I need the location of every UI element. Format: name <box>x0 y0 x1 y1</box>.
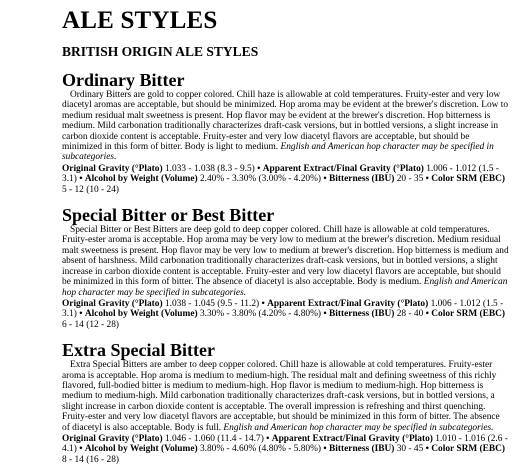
spec-label: Bitterness (IBU) <box>329 174 395 185</box>
spec-value: 3.30% - 3.80% (4.20% - 4.80%) <box>199 309 322 320</box>
spec-label: Color SRM (EBC) <box>431 309 506 320</box>
spec-label: Apparent Extract/Final Gravity (°Plato) <box>262 163 424 174</box>
style-specs: Original Gravity (°Plato) 1.038 - 1.045 (9.5 - 11.2) • Apparent Extract/Final Gravity (°Plato) 1.006 - 1.012 (1.5 - 3.1) • Alcohol by Weight (Volume) 3.30% - 3.80% (4.20% - 4.80%) • Bitterness (IBU) 28 - 40 • Color SRM (EBC) 6 - 14 (12 - 28) <box>62 298 506 330</box>
document-title: ALE STYLES <box>62 7 218 34</box>
spec-label: Bitterness (IBU) <box>329 444 395 455</box>
style-block-special-bitter <box>62 205 509 330</box>
spec-value: 20 - 35 <box>396 174 424 185</box>
spec-label: Color SRM (EBC) <box>431 444 506 455</box>
spec-value: 1.038 - 1.045 (9.5 - 11.2) <box>164 298 260 309</box>
spec-value: 28 - 40 <box>396 309 424 320</box>
description-text: Special Bitter or Best Bitters are deep gold to deep copper colored. Chill haze is allowable at cold temperatures. Fruity-ester aroma is acceptable. Hop aroma may be very low to medium at the brewer's discretion. Medium residual malt sweetness is present. Hop flavor may be very low to medium at brewer's discretion. Hop bitterness is medium and absent of harshness. Mild carbonation traditionally characterizes draft-cask versions, but in bottled versions, a slight increase in carbon dioxide content is acceptable. Fruity-ester and very low diacetyl flavors are acceptable, but should be minimized in this form of bitter. The absence of diacetyl is also acceptable. Body is medium. <box>62 225 509 288</box>
style-block-ordinary-bitter <box>62 70 509 195</box>
description-note: English and American hop character may be specified in subcategories. <box>62 277 508 298</box>
style-block-extra-special-bitter <box>62 340 509 465</box>
spec-value: 5 - 12 (10 - 24) <box>62 184 120 195</box>
spec-label: Original Gravity (°Plato) <box>62 433 163 444</box>
spec-label: Apparent Extract/Final Gravity (°Plato) <box>267 298 429 309</box>
spec-value: 1.006 - 1.012 (1.5 - 3.1) <box>62 163 499 185</box>
spec-label: Color SRM (EBC) <box>431 174 506 185</box>
spec-value: 1.046 - 1.060 (11.4 - 14.7) <box>164 433 264 444</box>
style-specs: Original Gravity (°Plato) 1.033 - 1.038 (8.3 - 9.5) • Apparent Extract/Final Gravity (°Plato) 1.006 - 1.012 (1.5 - 3.1) • Alcohol by Weight (Volume) 2.40% - 3.30% (3.00% - 4.20%) • Bitterness (IBU) 20 - 35 • Color SRM (EBC) 5 - 12 (10 - 24) <box>62 163 506 195</box>
spec-value: 3.80% - 4.60% (4.80% - 5.80%) <box>199 444 322 455</box>
spec-label: Alcohol by Weight (Volume) <box>84 444 198 455</box>
description-text: Ordinary Bitters are gold to copper colored. Chill haze is allowable at cold temperatures. Fruity-ester and very low diacetyl aromas are acceptable, but should be minimized. Hop aroma may be evident at the brewer's discretion. Low to medium residual malt sweetness is present. Hop flavor may be evident at the brewer's discretion. Hop bitterness is medium. Mild carbonation traditionally characterizes draft-cask versions, but in bottled versions, a slight increase in carbon dioxide content is acceptable. Fruity-ester and very low diacetyl flavors are acceptable, but should be minimized in this form of bitter. Body is light to medium. <box>62 90 509 153</box>
spec-value: 1.010 - 1.016 (2.6 - 4.1) <box>62 433 508 455</box>
spec-label: Bitterness (IBU) <box>329 309 395 320</box>
spec-value: 6 - 14 (12 - 28) <box>62 319 120 330</box>
section-title: BRITISH ORIGIN ALE STYLES <box>62 44 259 59</box>
spec-value: 30 - 45 <box>396 444 424 455</box>
style-specs: Original Gravity (°Plato) 1.046 - 1.060 (11.4 - 14.7) • Apparent Extract/Final Gravity (°Plato) 1.010 - 1.016 (2.6 - 4.1) • Alcohol by Weight (Volume) 3.80% - 4.60% (4.80% - 5.80%) • Bitterness (IBU) 30 - 45 • Color SRM (EBC) 8 - 14 (16 - 28) <box>62 433 508 465</box>
spec-value: 1.006 - 1.012 (1.5 - 3.1) <box>62 298 504 320</box>
spec-label: Apparent Extract/Final Gravity (°Plato) <box>271 433 433 444</box>
spec-label: Original Gravity (°Plato) <box>62 298 163 309</box>
style-name: Special Bitter or Best Bitter <box>62 205 275 226</box>
spec-value: 2.40% - 3.30% (3.00% - 4.20%) <box>199 174 322 185</box>
style-description <box>62 90 509 163</box>
style-description <box>62 360 509 433</box>
description-text: Extra Special Bitters are amber to deep copper colored. Chill haze is allowable at cold temperatures. Fruity-ester aroma is acceptable. Hop aroma is medium to medium-high. The residual malt and defining sweetness of this richly flavored, full-bodied bitter is medium to medium-high. Hop flavor is medium to medium-high. Hop bitterness is medium to medium-high. Mild carbonation traditionally characterizes draft-cask versions, but in bottled versions, a slight increase in carbon dioxide content is acceptable. The overall impression is refreshing and thirst quenching. Fruity-ester and very low diacetyl flavors are acceptable, but should be minimized in this form of bitter. The absence of diacetyl is also acceptable. Body is full. <box>62 360 500 433</box>
style-name: Ordinary Bitter <box>62 70 185 90</box>
spec-label: Alcohol by Weight (Volume) <box>84 309 198 320</box>
description-note: English and American hop character may be specified in subcategories. <box>62 142 494 163</box>
style-description <box>62 225 509 298</box>
spec-label: Original Gravity (°Plato) <box>62 163 163 174</box>
spec-value: 1.033 - 1.038 (8.3 - 9.5) <box>164 163 255 174</box>
spec-value: 8 - 14 (16 - 28) <box>62 454 120 465</box>
style-name: Extra Special Bitter <box>62 340 215 361</box>
description-note: English and American hop character may be specified in subcategories. <box>223 422 494 433</box>
spec-label: Alcohol by Weight (Volume) <box>84 174 198 185</box>
